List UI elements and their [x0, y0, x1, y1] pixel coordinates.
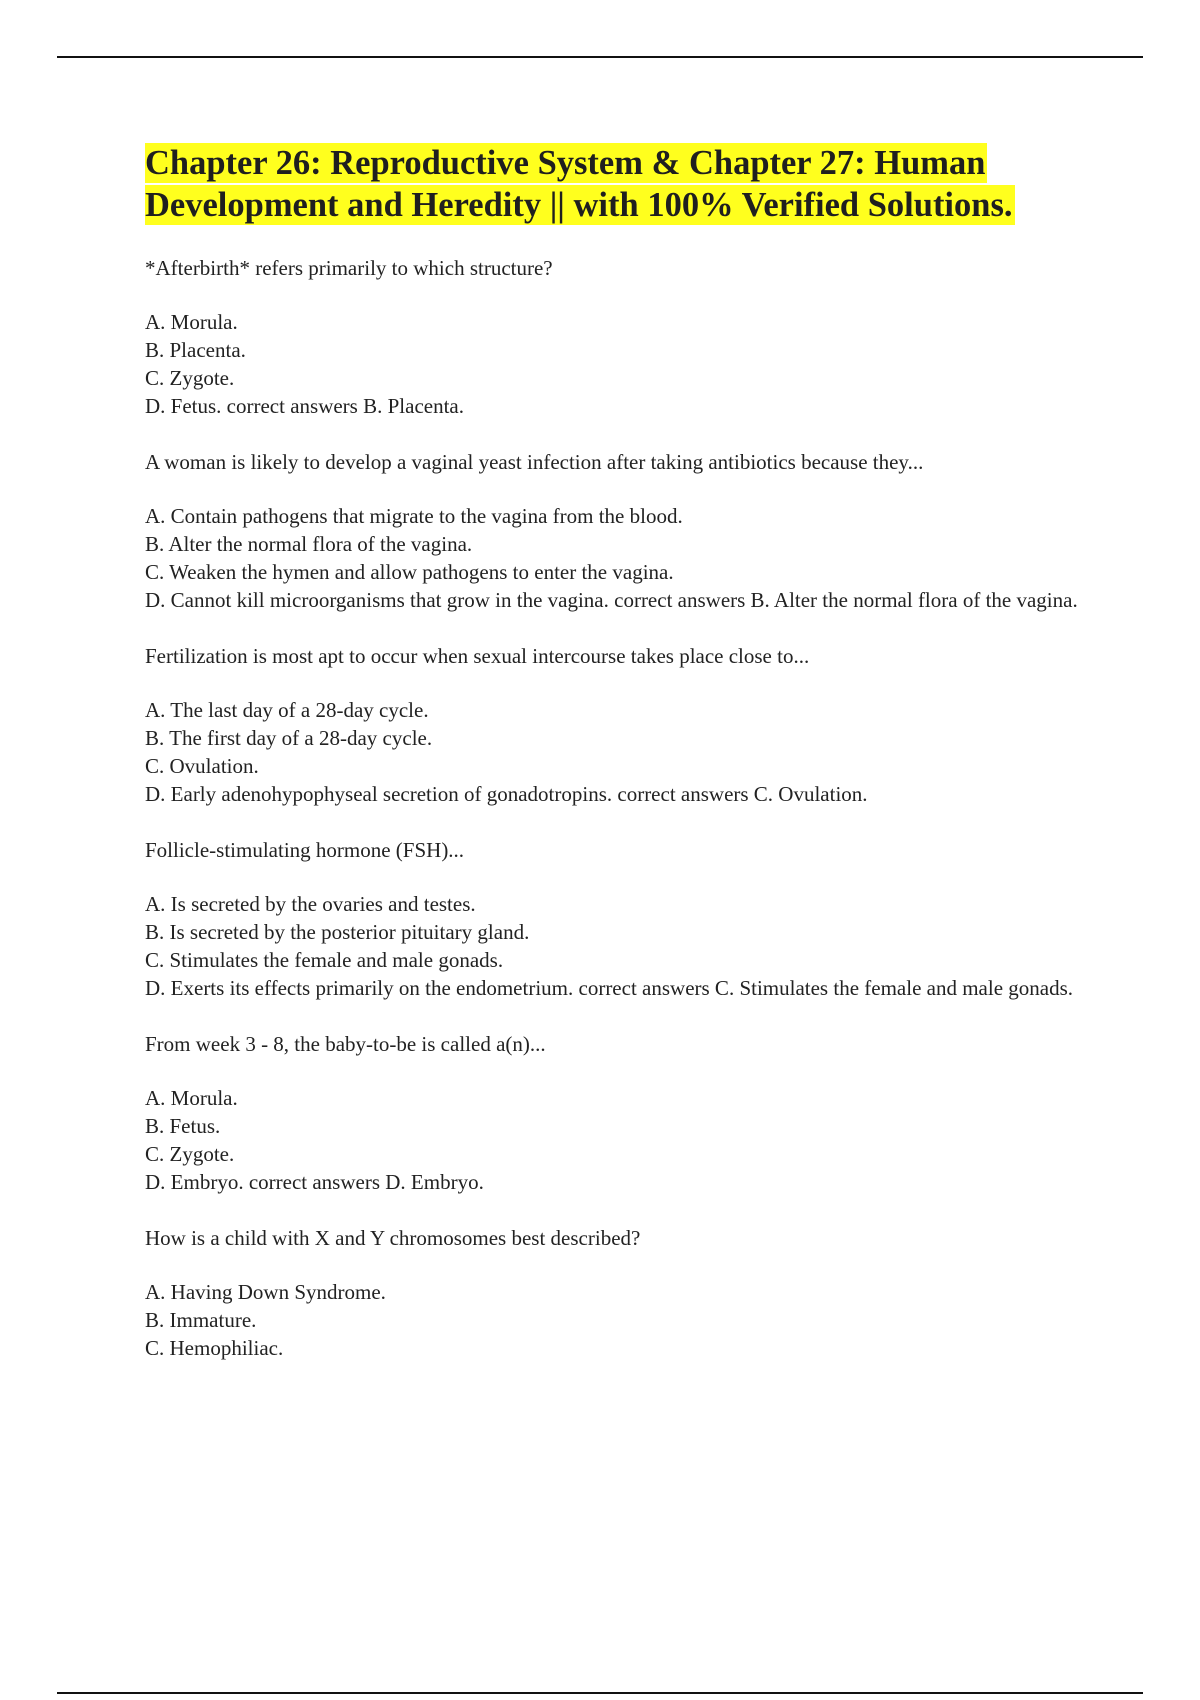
answer-options	[145, 502, 1090, 614]
answer-option: A. Contain pathogens that migrate to the vagina from the blood.	[145, 504, 683, 528]
question-1	[145, 254, 1090, 420]
answer-option: A. Morula.	[145, 1086, 238, 1110]
answer-options	[145, 1278, 1090, 1362]
answer-option: B. The first day of a 28-day cycle.	[145, 726, 433, 750]
answer-options	[145, 308, 1090, 420]
question-4	[145, 836, 1090, 1002]
question-stem: Follicle-stimulating hormone (FSH)...	[145, 838, 465, 862]
answer-option: A. The last day of a 28-day cycle.	[145, 698, 429, 722]
question-stem: Fertilization is most apt to occur when sexual intercourse takes place close to...	[145, 644, 810, 668]
answer-option: A. Is secreted by the ovaries and testes.	[145, 892, 476, 916]
answer-option: B. Is secreted by the posterior pituitary gland.	[145, 920, 530, 944]
question-5	[145, 1030, 1090, 1196]
title-highlight: Chapter 26: Reproductive System & Chapter 27: Human Development and Heredity || with 100% Verified Solutions.	[145, 144, 1013, 224]
answer-option: C. Weaken the hymen and allow pathogens to enter the vagina.	[145, 560, 674, 584]
question-6	[145, 1224, 1090, 1362]
question-stem: From week 3 - 8, the baby-to-be is called a(n)...	[145, 1032, 546, 1056]
answer-options	[145, 890, 1090, 1002]
answer-option: B. Immature.	[145, 1308, 257, 1332]
answer-option: C. Zygote.	[145, 1142, 235, 1166]
question-stem: *Afterbirth* refers primarily to which structure?	[145, 256, 553, 280]
answer-option: D. Embryo. correct answers D. Embryo.	[145, 1170, 484, 1194]
question-2	[145, 448, 1090, 614]
answer-option: B. Fetus.	[145, 1114, 221, 1138]
answer-option: D. Early adenohypophyseal secretion of gonadotropins. correct answers C. Ovulation.	[145, 782, 868, 806]
answer-option: C. Zygote.	[145, 366, 235, 390]
answer-option: D. Cannot kill microorganisms that grow in the vagina. correct answers B. Alter the normal flora of the vagina.	[145, 588, 1078, 612]
question-stem: A woman is likely to develop a vaginal yeast infection after taking antibiotics because they...	[145, 450, 924, 474]
footer-rule	[57, 1692, 1143, 1694]
answer-option: B. Alter the normal flora of the vagina.	[145, 532, 473, 556]
question-stem: How is a child with X and Y chromosomes best described?	[145, 1226, 641, 1250]
question-3	[145, 642, 1090, 808]
answer-options	[145, 1084, 1090, 1196]
header-rule	[57, 56, 1143, 58]
answer-option: D. Fetus. correct answers B. Placenta.	[145, 394, 464, 418]
document-title	[145, 142, 1090, 226]
answer-option: C. Hemophiliac.	[145, 1336, 284, 1360]
answer-options	[145, 696, 1090, 808]
document-body	[145, 142, 1090, 1390]
answer-option: A. Having Down Syndrome.	[145, 1280, 386, 1304]
answer-option: C. Stimulates the female and male gonads.	[145, 948, 504, 972]
answer-option: C. Ovulation.	[145, 754, 259, 778]
answer-option: A. Morula.	[145, 310, 238, 334]
answer-option: B. Placenta.	[145, 338, 246, 362]
answer-option: D. Exerts its effects primarily on the endometrium. correct answers C. Stimulates the female and male gonads.	[145, 976, 1074, 1000]
